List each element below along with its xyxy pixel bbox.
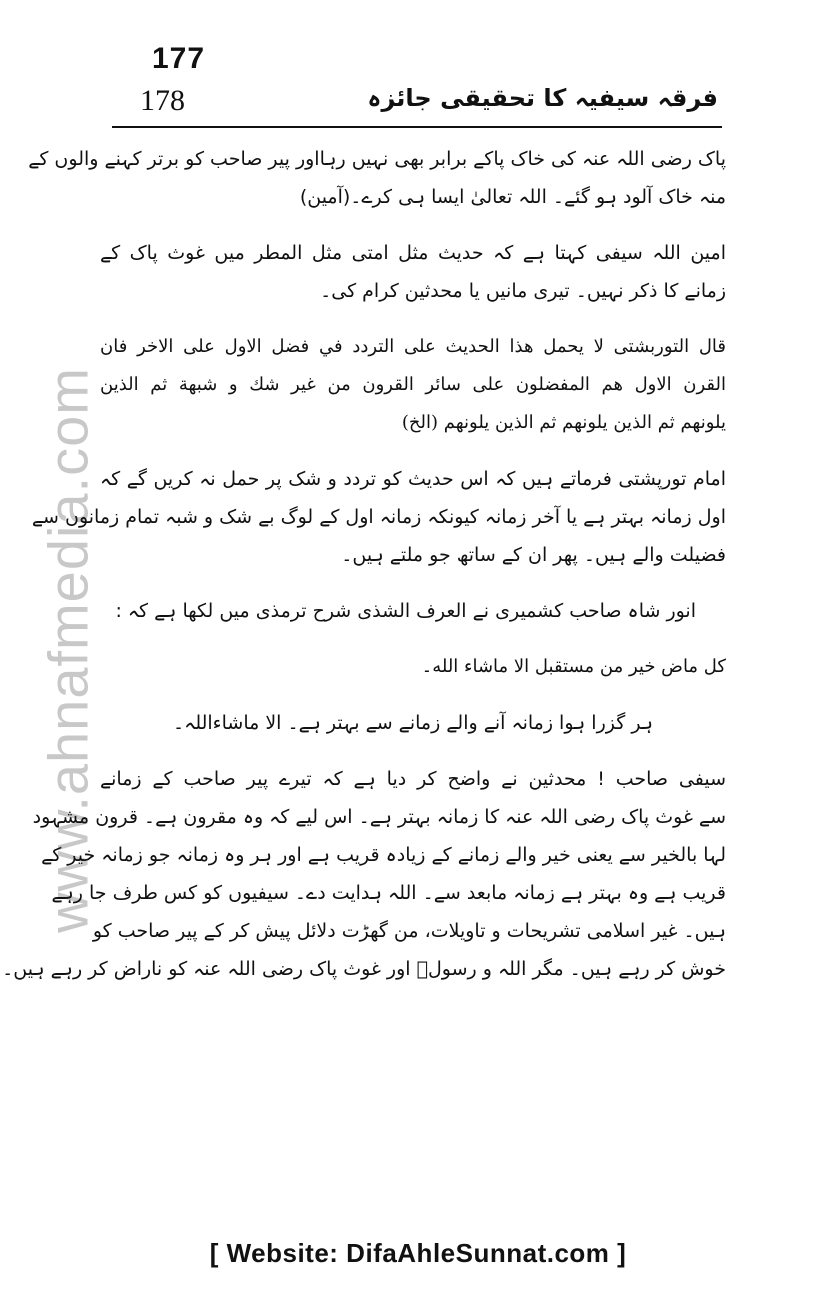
text-line: ہیں۔ غیر اسلامی تشریحات و تاویلات، من گھڑت دلائل پیش کر کے پیر صاحب کو — [92, 920, 726, 942]
paragraph-p5 — [100, 592, 726, 630]
text-line: انور شاہ صاحب کشمیری نے العرف الشذی شرح ترمذی میں لکھا ہے کہ : — [115, 600, 696, 622]
text-line: امین اللہ سیفی کہتا ہے کہ حدیث مثل امتی مثل المطر میں غوث پاک کے — [100, 242, 726, 264]
paragraph-p2 — [100, 234, 726, 310]
text-line: امام تورپشتی فرماتے ہیں کہ اس حدیث کو تردد و شک پر حمل نہ کریں گے کہ — [100, 468, 726, 490]
paragraph-gap — [100, 686, 726, 704]
text-line: خوش کر رہے ہیں۔ مگر اللہ و رسولؐ اور غوث پاک رضی اللہ عنہ کو ناراض کر رہے ہیں۔ — [2, 958, 726, 980]
paragraph-gap — [100, 574, 726, 592]
text-line: قال التوربشتی لا يحمل هذا الحديث على التردد في فضل الاول على الاخر فان — [100, 336, 726, 357]
paragraph-p8 — [2, 760, 726, 988]
text-line: اول زمانہ بہتر ہے یا آخر زمانہ کیونکہ زمانہ اول کے لوگ بے شک و شبہ تمام زمانوں سے — [31, 506, 726, 528]
text-line: فضیلت والے ہیں۔ پھر ان کے ساتھ جو ملتے ہیں۔ — [341, 544, 726, 566]
page-number: 177 — [152, 42, 206, 75]
watermark-text: www.ahnafmedia.com — [36, 367, 100, 933]
book-page-number: 178 — [140, 84, 185, 117]
text-line: سیفی صاحب ! محدثین نے واضح کر دیا ہے کہ تیرے پیر صاحب کے زمانے — [100, 768, 726, 790]
footer-website: [ Website: DifaAhleSunnat.com ] — [209, 1238, 627, 1268]
text-line: لہا بالخیر سے یعنی خیر والے زمانے کے زیادہ قریب ہے اور ہر وہ زمانہ جو زمانہ خیر کے — [41, 844, 726, 866]
text-line: پاک رضی اللہ عنہ کی خاک پاکے برابر بھی نہیں رہااور پیر صاحب کو برتر کہنے والوں کے — [28, 148, 726, 170]
paragraph-gap — [100, 442, 726, 460]
text-line: ہر گزرا ہوا زمانہ آنے والے زمانے سے بہتر ہے۔ الا ماشاءاللہ۔ — [173, 712, 653, 734]
paragraph-p1 — [28, 140, 726, 216]
paragraph-gap — [100, 630, 726, 648]
page-header — [112, 82, 722, 128]
paragraph-p3 — [100, 328, 726, 442]
paragraph-gap — [100, 742, 726, 760]
paragraph-gap — [100, 310, 726, 328]
text-line: سے غوث پاک رضی اللہ عنہ کا زمانہ بہتر ہے۔ اس لیے کہ وہ مقرون ہے۔ قرون مشہود — [32, 806, 726, 828]
text-line: قریب ہے وہ بہتر ہے زمانہ مابعد سے۔ اللہ ہدایت دے۔ سیفیوں کو کس طرف جا رہے — [51, 882, 726, 904]
paragraph-p4 — [31, 460, 726, 574]
text-line: يلونهم ثم الذين يلونهم ثم الذين يلونهم (الخ) — [401, 412, 726, 433]
paragraph-p6 — [100, 648, 726, 686]
text-line: القرن الاول هم المفضلون على سائر القرون من غير شك و شبهة ثم الذين — [100, 374, 726, 395]
paragraph-p7 — [100, 704, 726, 742]
paragraph-gap — [100, 216, 726, 234]
text-line: كل ماض خير من مستقبل الا ماشاء الله۔ — [421, 656, 726, 677]
text-line: منہ خاک آلود ہو گئے۔ اللہ تعالیٰ ایسا ہی کرے۔(آمین) — [299, 186, 726, 208]
text-line: زمانے کا ذکر نہیں۔ تیری مانیں یا محدثین کرام کی۔ — [320, 280, 726, 302]
book-title: فرقہ سیفیہ کا تحقیقی جائزہ — [367, 84, 718, 112]
